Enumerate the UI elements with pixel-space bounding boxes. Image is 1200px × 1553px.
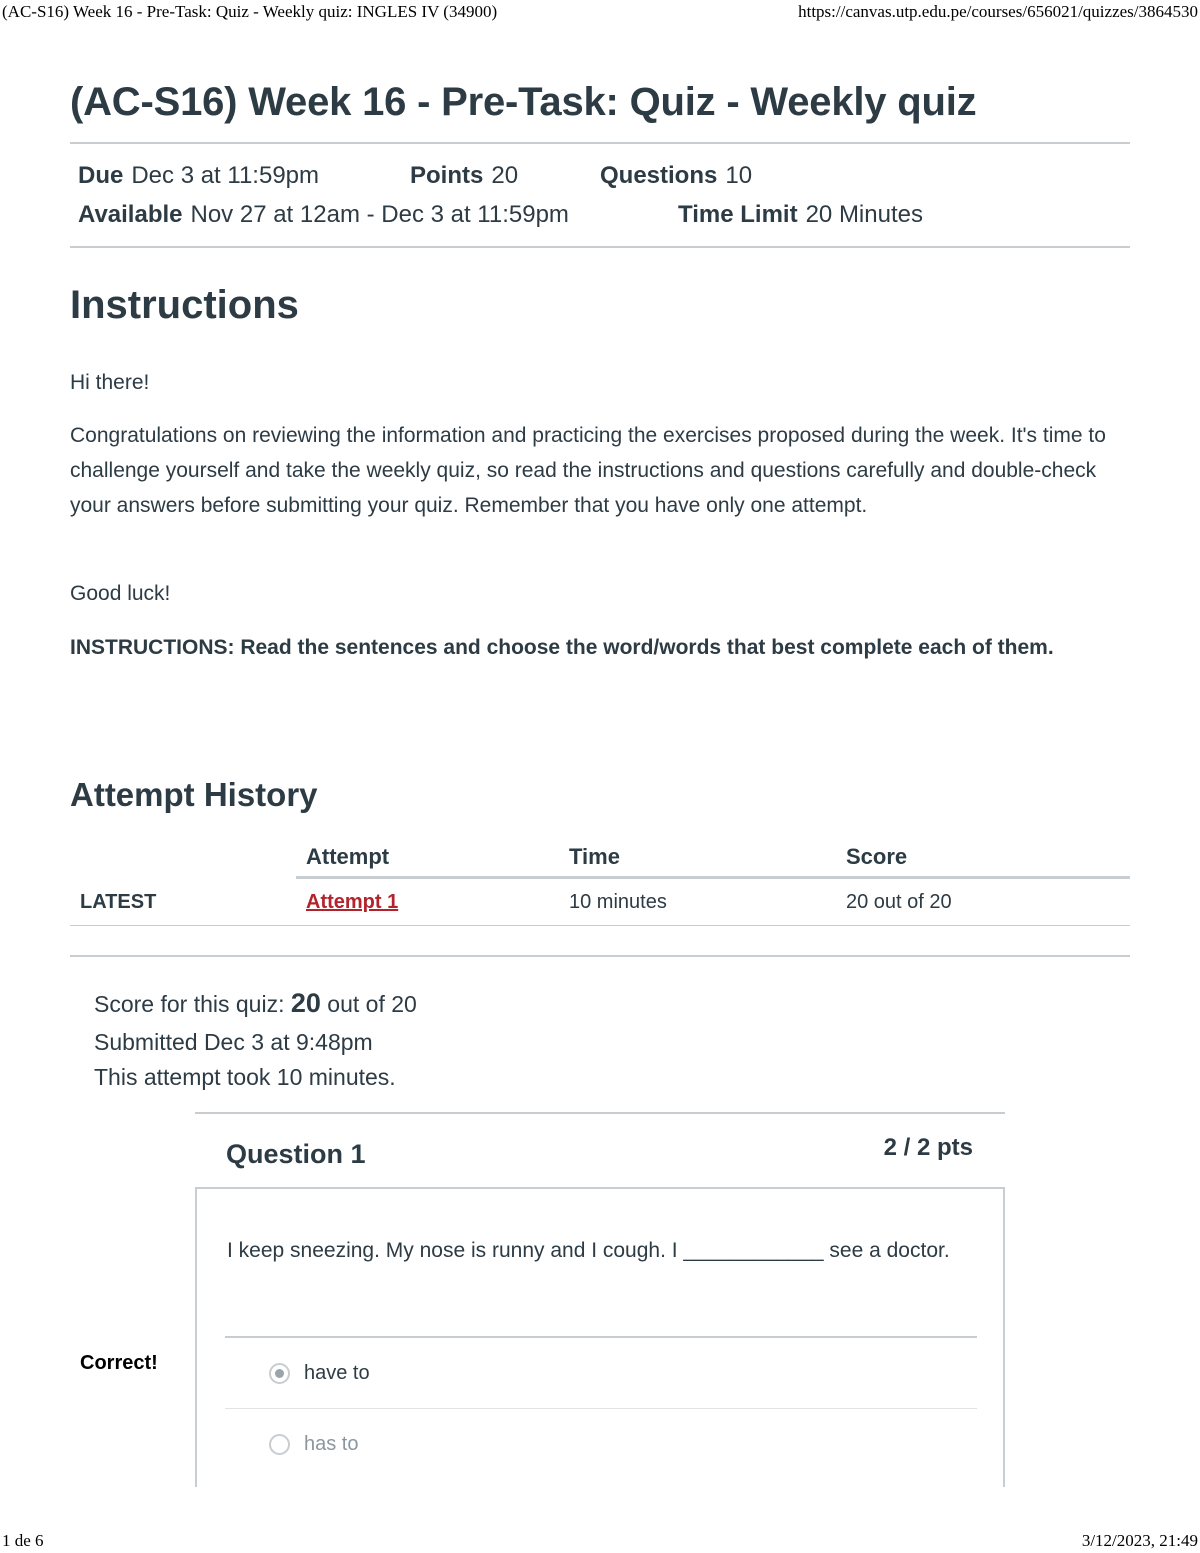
attempt-time-cell: 10 minutes <box>569 891 667 913</box>
questions-field <box>600 162 752 190</box>
print-datetime: 3/12/2023, 21:49 <box>1081 1531 1198 1550</box>
available-value: Nov 27 at 12am - Dec 3 at 11:59pm <box>190 201 569 228</box>
col-header-score: Score <box>846 844 908 869</box>
question-card <box>195 1187 1005 1487</box>
question-title: Question 1 <box>226 1139 366 1169</box>
points-label: Points <box>410 162 484 189</box>
answer-label: have to <box>304 1362 370 1384</box>
col-header-attempt: Attempt <box>306 844 390 869</box>
question-points: 2 / 2 pts <box>883 1134 973 1161</box>
instructions-heading: Instructions <box>70 283 299 327</box>
answer-option[interactable] <box>269 1362 370 1385</box>
print-page-title: (AC-S16) Week 16 - Pre-Task: Quiz - Weekly quiz: INGLES IV (34900) <box>2 2 498 21</box>
correct-indicator: Correct! <box>80 1352 158 1374</box>
questions-value: 10 <box>725 162 753 189</box>
submitted-time: Submitted Dec 3 at 9:48pm <box>94 1029 373 1055</box>
answers-top-rule <box>225 1336 977 1338</box>
print-page-count: 1 de 6 <box>2 1531 44 1550</box>
attempt-duration: This attempt took 10 minutes. <box>94 1064 396 1090</box>
instructions-greeting: Hi there! <box>70 371 150 394</box>
latest-label: LATEST <box>80 891 157 913</box>
quiz-title: (AC-S16) Week 16 - Pre-Task: Quiz - Weekly quiz <box>70 80 977 124</box>
points-field <box>410 162 518 190</box>
available-field <box>78 201 569 229</box>
score-suffix: out of 20 <box>327 991 417 1017</box>
table-header-rule <box>296 876 1130 879</box>
question-header-rule <box>195 1112 1005 1114</box>
question-text: I keep sneezing. My nose is runny and I cough. I ____________ see a doctor. <box>227 1239 950 1262</box>
print-footer <box>0 1531 1200 1553</box>
points-value: 20 <box>491 162 519 189</box>
due-field <box>78 162 319 190</box>
available-label: Available <box>78 201 183 228</box>
instructions-body: Congratulations on reviewing the information and practicing the exercises proposed during the week. It's time to challenge yourself and take the weekly quiz, so read the instructions and questions carefully and double-check your answers before submitting your quiz. Remember that you have only one attempt. <box>70 424 1106 517</box>
radio-unselected-icon[interactable] <box>269 1434 290 1455</box>
time-limit-value: 20 Minutes <box>805 201 923 228</box>
score-prefix: Score for this quiz: <box>94 991 285 1017</box>
radio-selected-icon[interactable] <box>269 1363 290 1384</box>
answer-separator <box>225 1408 977 1409</box>
due-value: Dec 3 at 11:59pm <box>131 162 320 189</box>
time-limit-label: Time Limit <box>678 201 798 228</box>
attempt-cell <box>306 891 398 914</box>
meta-divider <box>70 246 1130 248</box>
attempt-score-cell: 20 out of 20 <box>846 891 952 913</box>
time-limit-field <box>678 201 923 229</box>
answer-option[interactable] <box>269 1433 358 1456</box>
due-label: Due <box>78 162 124 189</box>
attempt-1-link[interactable]: Attempt 1 <box>306 891 399 913</box>
attempt-history-heading: Attempt History <box>70 776 318 813</box>
print-url: https://canvas.utp.edu.pe/courses/656021/quizzes/3864530 <box>798 2 1198 21</box>
title-divider <box>70 142 1130 144</box>
table-row-rule <box>70 925 1130 926</box>
questions-label: Questions <box>600 162 718 189</box>
col-header-time: Time <box>569 844 620 869</box>
print-header <box>0 2 1200 24</box>
instructions-closing: Good luck! <box>70 582 171 605</box>
submission-divider <box>70 955 1130 957</box>
answer-label: has to <box>304 1433 359 1455</box>
score-value: 20 <box>290 988 321 1018</box>
instructions-directive: INSTRUCTIONS: Read the sentences and choose the word/words that best complete each of them. <box>70 636 1054 659</box>
quiz-score-line <box>94 988 417 1019</box>
